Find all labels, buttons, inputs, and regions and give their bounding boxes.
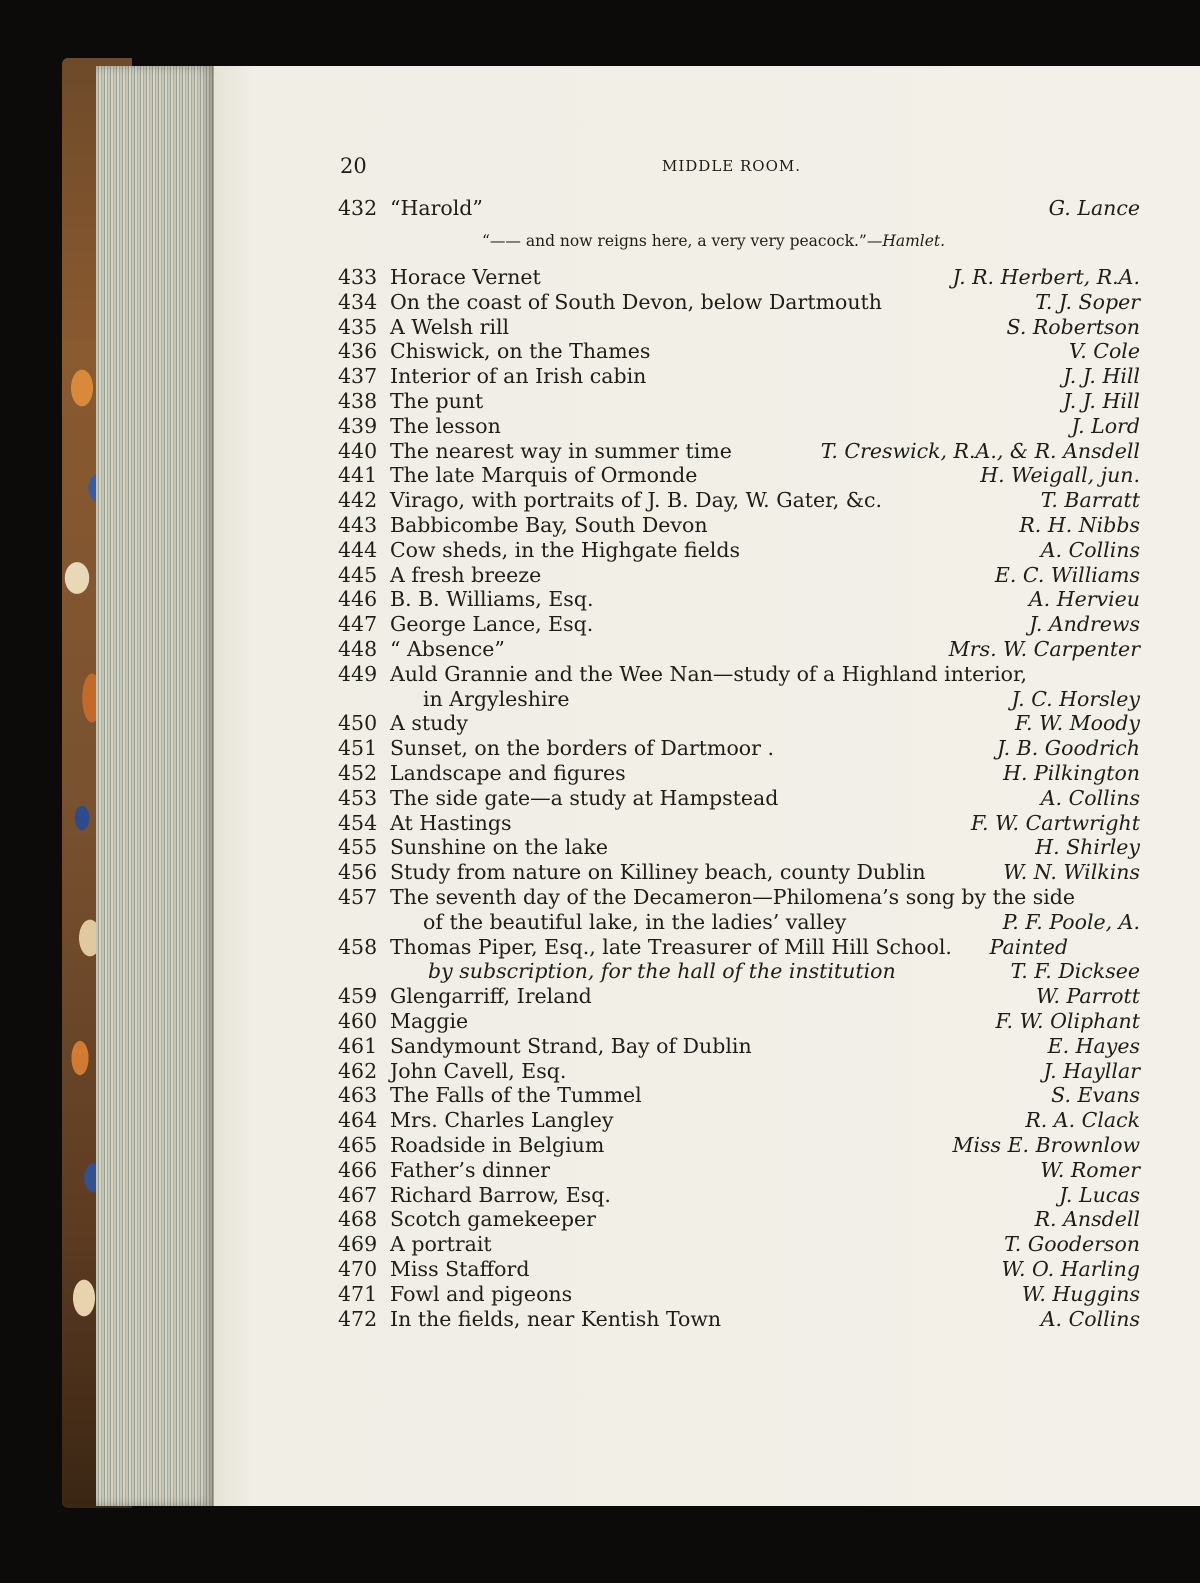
entry-artist: E. C. Williams — [994, 562, 1140, 587]
entry-number: 456 — [338, 860, 378, 885]
entry-number: 446 — [338, 587, 378, 612]
catalogue-entry — [338, 414, 1140, 439]
catalogue-entry — [338, 538, 1140, 563]
page-edges — [96, 66, 214, 1506]
entry-title: Babbicombe Bay, South Devon — [390, 513, 708, 537]
catalogue-entry — [338, 1083, 1140, 1108]
entry-number: 451 — [338, 736, 378, 761]
entry-number: 461 — [338, 1033, 378, 1058]
entry-artist: J. J. Hill — [1063, 389, 1140, 413]
entry-number: 462 — [338, 1058, 378, 1083]
entry-number: 441 — [338, 463, 378, 488]
entry-number: 449 — [338, 661, 378, 686]
entry-title: Study from nature on Killiney beach, county Dublin — [390, 860, 926, 885]
epigraph-quote — [482, 232, 945, 250]
entry-title: On the coast of South Devon, below Dartmouth — [390, 289, 882, 314]
entry-title: A study — [390, 711, 468, 736]
entry-title: A fresh breeze — [390, 562, 542, 587]
entry-title: George Lance, Esq. — [390, 612, 594, 637]
catalogue-entry — [338, 265, 1140, 290]
entry-number: 471 — [338, 1281, 378, 1306]
catalogue-entry — [338, 860, 1140, 885]
entry-title: Virago, with portraits of J. B. Day, W. Gater, &c. — [390, 488, 882, 513]
catalogue-entry — [338, 1307, 1140, 1332]
page-title: MIDDLE ROOM. — [662, 157, 802, 175]
entry-title: Roadside in Belgium — [390, 1133, 605, 1157]
entry-number: 447 — [338, 612, 378, 637]
catalogue-entry — [338, 1108, 1140, 1133]
entry-title: “Harold” — [390, 196, 483, 220]
entry-artist: A. Collins — [1040, 785, 1140, 810]
entry-title: Auld Grannie and the Wee Nan—study of a Highland interior, — [390, 661, 1028, 686]
entry-title: Horace Vernet — [390, 265, 541, 289]
entry-number: 458 — [338, 934, 378, 959]
catalogue-entry-continuation — [338, 910, 1140, 935]
entry-artist: F. W. Cartwright — [971, 810, 1140, 835]
entry-artist: F. W. Moody — [1015, 711, 1140, 736]
entry-artist: J. J. Hill — [1063, 364, 1140, 389]
entry-title: At Hastings — [390, 810, 512, 835]
entry-number: 434 — [338, 289, 378, 314]
entry-number: 439 — [338, 413, 378, 438]
entry-artist: W. O. Harling — [1001, 1257, 1140, 1281]
catalogue-entry — [338, 315, 1140, 340]
entry-artist: T. Creswick, R.A., & R. Ansdell — [820, 438, 1140, 463]
entry-number: 438 — [338, 389, 378, 413]
entry-number: 470 — [338, 1257, 378, 1281]
entry-title: Sunset, on the borders of Dartmoor . — [390, 736, 774, 761]
entry-title: Sandymount Strand, Bay of Dublin — [390, 1033, 752, 1058]
entry-artist: W. N. Wilkins — [1003, 860, 1140, 885]
page-number: 20 — [340, 154, 367, 178]
catalogue-entry — [338, 463, 1140, 488]
catalogue-entry — [338, 1009, 1140, 1034]
entry-artist: J. C. Horsley — [1011, 686, 1140, 711]
entry-number: 457 — [338, 885, 378, 909]
entry-title: B. B. Williams, Esq. — [390, 587, 594, 612]
entry-title: The seventh day of the Decameron—Philomena’s song by the side — [390, 885, 1076, 909]
catalogue-entry — [338, 1059, 1140, 1084]
catalogue-entry — [338, 1257, 1140, 1282]
entry-artist: J. Hayllar — [1043, 1058, 1140, 1083]
entry-title: Miss Stafford — [390, 1257, 530, 1281]
catalogue-entry — [338, 196, 1140, 221]
entry-artist: Miss E. Brownlow — [952, 1133, 1140, 1157]
entry-title: In the fields, near Kentish Town — [390, 1306, 722, 1331]
entry-title: The lesson — [390, 413, 501, 438]
quote-text: “—— and now reigns here, a very very peacock.”— — [482, 232, 883, 250]
entry-artist: V. Cole — [1069, 339, 1140, 364]
entry-number: 468 — [338, 1207, 378, 1232]
entry-number: 452 — [338, 761, 378, 785]
entry-number: 467 — [338, 1182, 378, 1207]
catalogue-entry — [338, 1282, 1140, 1307]
entry-number: 464 — [338, 1108, 378, 1133]
entry-artist: E. Hayes — [1047, 1033, 1140, 1058]
entry-number: 463 — [338, 1083, 378, 1108]
catalogue-entry — [338, 339, 1140, 364]
catalogue-entry — [338, 711, 1140, 736]
entry-number: 436 — [338, 339, 378, 364]
entry-number: 460 — [338, 1009, 378, 1033]
entry-title: The late Marquis of Ormonde — [390, 463, 698, 488]
entry-title: The punt — [390, 389, 484, 413]
catalogue-entry-continuation — [338, 687, 1140, 712]
entry-number: 444 — [338, 537, 378, 562]
entry-title-continued: by subscription, for the hall of the institution — [428, 959, 896, 984]
entry-number: 450 — [338, 711, 378, 736]
entry-artist: T. Barratt — [1040, 488, 1140, 513]
entry-artist: W. Parrott — [1035, 984, 1140, 1009]
entry-title: Chiswick, on the Thames — [390, 339, 651, 364]
entry-number: 455 — [338, 835, 378, 860]
entry-number: 435 — [338, 314, 378, 339]
entry-number: 459 — [338, 984, 378, 1009]
entry-title: John Cavell, Esq. — [390, 1058, 567, 1083]
catalogue-entry — [338, 637, 1140, 662]
entry-title: The side gate—a study at Hampstead — [390, 785, 779, 810]
entry-artist: J. R. Herbert, R.A. — [952, 265, 1140, 289]
catalogue-entry — [338, 835, 1140, 860]
entry-title: Fowl and pigeons — [390, 1281, 573, 1306]
entry-number: 469 — [338, 1232, 378, 1257]
entry-artist: H. Weigall, jun. — [980, 463, 1140, 488]
entry-title: Father’s dinner — [390, 1157, 550, 1182]
entry-title-continued: of the beautiful lake, in the ladies’ valley — [423, 909, 847, 934]
entry-number: 432 — [338, 196, 378, 220]
entry-title: The Falls of the Tummel — [390, 1083, 642, 1108]
entry-number: 472 — [338, 1306, 378, 1331]
entry-title: Glengarriff, Ireland — [390, 984, 592, 1009]
entry-number: 454 — [338, 810, 378, 835]
catalogue-entry-continuation — [338, 959, 1140, 984]
entry-artist: J. B. Goodrich — [997, 736, 1140, 761]
catalogue-entry — [338, 364, 1140, 389]
entry-artist: A. Hervieu — [1028, 587, 1140, 612]
entry-artist: R. H. Nibbs — [1019, 513, 1140, 537]
entry-number: 445 — [338, 562, 378, 587]
quote-source: Hamlet. — [882, 232, 946, 250]
catalogue-entry — [338, 984, 1140, 1009]
entry-number: 453 — [338, 785, 378, 810]
entry-title: Landscape and figures — [390, 761, 626, 785]
entry-number: 465 — [338, 1133, 378, 1157]
entry-title: Cow sheds, in the Highgate fields — [390, 537, 740, 562]
catalogue-entry — [338, 612, 1140, 637]
entry-title: Scotch gamekeeper — [390, 1207, 596, 1232]
entry-title: A Welsh rill — [390, 314, 510, 339]
entry-artist: A. Collins — [1040, 537, 1140, 562]
catalogue-entry — [338, 563, 1140, 588]
entry-title: “ Absence” — [390, 637, 505, 661]
catalogue-entry — [338, 761, 1140, 786]
entry-title: Maggie — [390, 1009, 469, 1033]
entry-artist: T. Gooderson — [1004, 1232, 1140, 1257]
entry-artist: A. Collins — [1040, 1306, 1140, 1331]
catalogue-entry — [338, 662, 1140, 687]
entry-title: Interior of an Irish cabin — [390, 364, 647, 389]
entry-artist: T. J. Soper — [1035, 289, 1140, 314]
entry-artist: F. W. Oliphant — [995, 1009, 1140, 1033]
entry-number: 433 — [338, 265, 378, 289]
entry-artist: P. F. Poole, A. — [1002, 909, 1140, 934]
entry-title: Thomas Piper, Esq., late Treasurer of Mill Hill School. — [390, 934, 952, 959]
catalogue-entry — [338, 811, 1140, 836]
entry-number: 448 — [338, 637, 378, 661]
entry-artist: T. F. Dicksee — [1010, 959, 1140, 984]
catalogue-entry — [338, 389, 1140, 414]
catalogue-entry — [338, 1207, 1140, 1232]
entry-artist: R. A. Clack — [1025, 1108, 1140, 1133]
entry-artist: J. Andrews — [1029, 612, 1140, 637]
entry-title: A portrait — [390, 1232, 492, 1257]
entry-number: 437 — [338, 364, 378, 389]
catalogue-entry — [338, 736, 1140, 761]
entry-artist: G. Lance — [1048, 196, 1140, 220]
entry-artist: W. Romer — [1040, 1157, 1140, 1182]
entry-artist: H. Shirley — [1035, 835, 1140, 860]
catalogue-entry — [338, 587, 1140, 612]
entry-title: Sunshine on the lake — [390, 835, 609, 860]
catalogue-entry — [338, 513, 1140, 538]
entry-title: Mrs. Charles Langley — [390, 1108, 614, 1133]
entry-artist: S. Robertson — [1006, 314, 1140, 339]
entry-artist: S. Evans — [1051, 1083, 1140, 1108]
catalogue-entry — [338, 885, 1140, 910]
entry-number: 440 — [338, 438, 378, 463]
catalogue-entry — [338, 1158, 1140, 1183]
entry-artist: J. Lucas — [1059, 1182, 1140, 1207]
catalogue-entry — [338, 1183, 1140, 1208]
catalogue-entry — [338, 439, 1140, 464]
entry-artist: J. Lord — [1071, 413, 1140, 438]
entry-title: Richard Barrow, Esq. — [390, 1182, 611, 1207]
entry-artist: W. Huggins — [1021, 1281, 1140, 1306]
catalogue-entry — [338, 935, 1140, 960]
catalogue-entry — [338, 1034, 1140, 1059]
entry-number: 466 — [338, 1157, 378, 1182]
entry-title-suffix: Painted — [989, 934, 1068, 959]
entry-artist: R. Ansdell — [1034, 1207, 1140, 1232]
catalogue-entry — [338, 786, 1140, 811]
entry-title: The nearest way in summer time — [390, 438, 732, 463]
entry-number: 443 — [338, 513, 378, 537]
entry-artist: H. Pilkington — [1003, 761, 1140, 785]
catalogue-entry — [338, 290, 1140, 315]
entry-artist: Mrs. W. Carpenter — [948, 637, 1140, 661]
running-head — [340, 150, 1140, 184]
entry-title-continued: in Argyleshire — [423, 686, 570, 711]
catalogue-entry — [338, 1232, 1140, 1257]
catalogue-entry — [338, 1133, 1140, 1158]
entry-number: 442 — [338, 488, 378, 513]
catalogue-entry — [338, 488, 1140, 513]
